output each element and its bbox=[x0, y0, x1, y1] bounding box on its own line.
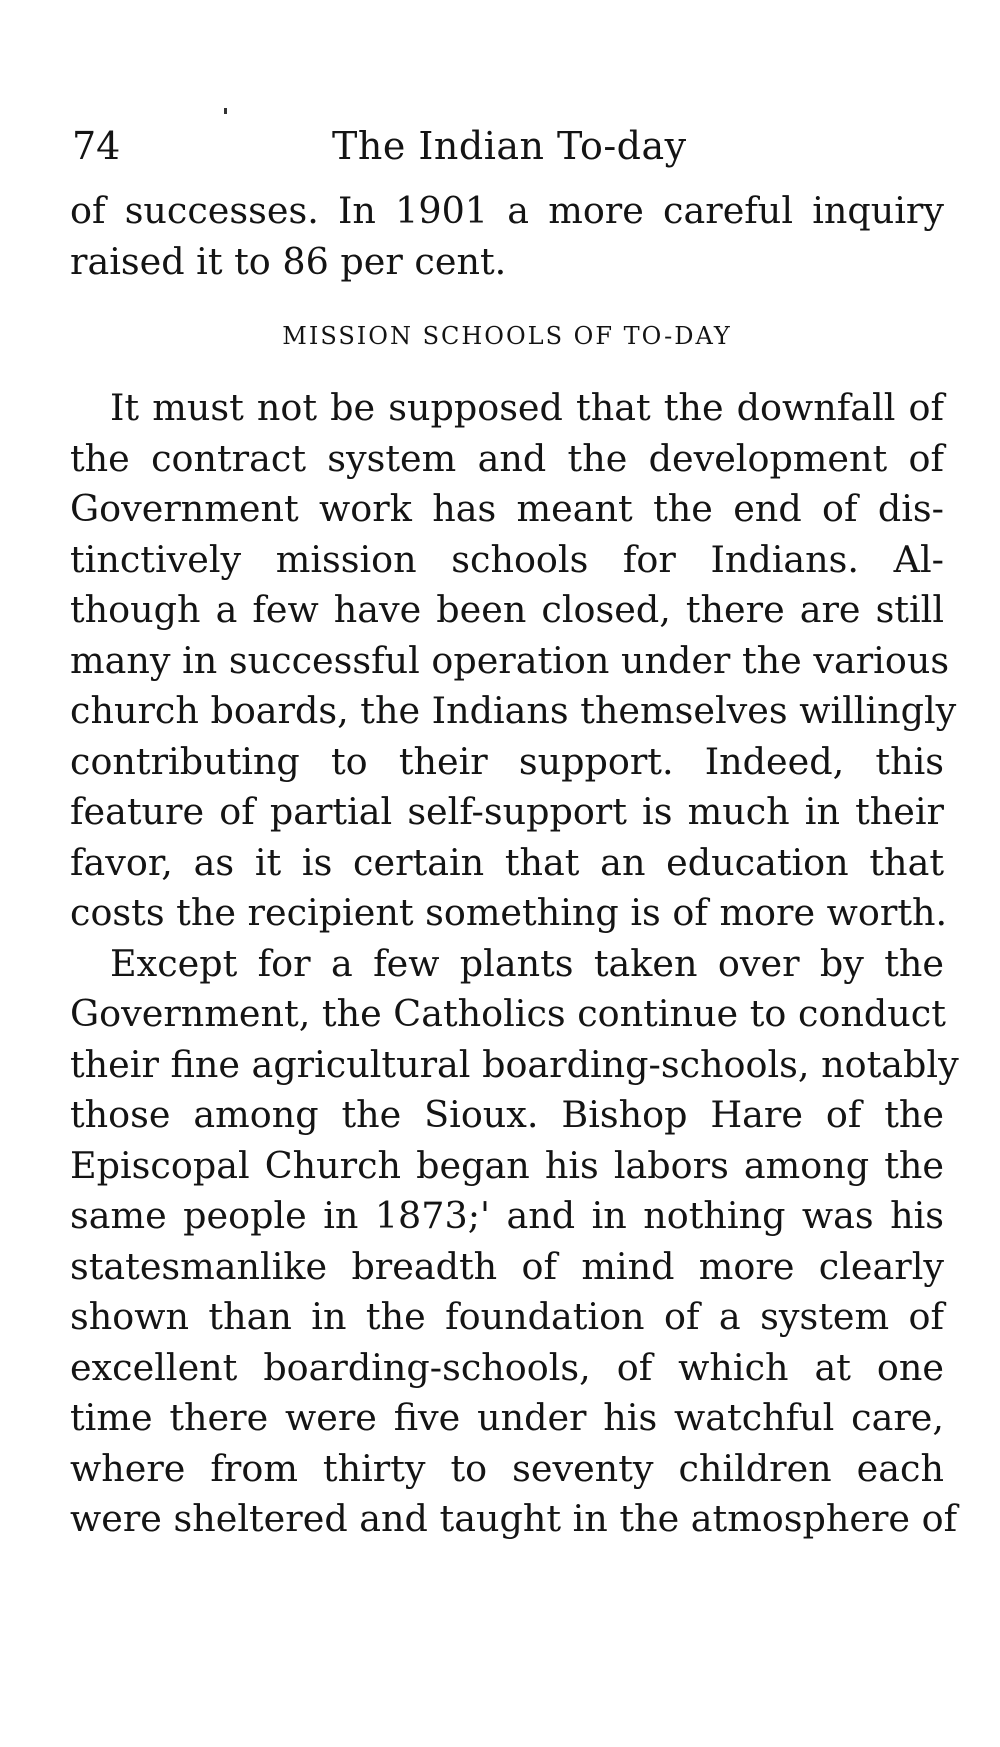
text-line: raised it to 86 per cent. bbox=[70, 239, 507, 283]
page-number: 74 bbox=[72, 124, 121, 168]
paragraph-catholic-episcopal bbox=[70, 939, 959, 1545]
text-line: though a few have been closed, there are still bbox=[70, 588, 944, 631]
text-line: the contract system and the development of bbox=[70, 436, 944, 480]
text-line: It must not be supposed that the downfall of bbox=[110, 386, 944, 429]
text-line: were sheltered and taught in the atmosphere of bbox=[70, 1497, 958, 1540]
text-line: Government work has meant the end of dis- bbox=[70, 487, 944, 530]
text-line: same people in 1873;' and in nothing was his bbox=[70, 1194, 944, 1237]
running-title: The Indian To-day bbox=[332, 124, 687, 168]
body-text bbox=[70, 186, 959, 1545]
text-line: costs the recipient something is of more worth. bbox=[70, 891, 948, 934]
text-line: Government, the Catholics continue to conduct bbox=[70, 992, 946, 1035]
text-line: church boards, the Indians themselves willingly bbox=[70, 689, 957, 732]
text-line: statesmanlike breadth of mind more clearly bbox=[70, 1244, 944, 1288]
text-line: excellent boarding-schools, of which at one bbox=[70, 1345, 944, 1389]
text-line: those among the Sioux. Bishop Hare of the bbox=[70, 1093, 944, 1136]
ink-speck bbox=[224, 108, 227, 114]
page-header bbox=[72, 116, 952, 176]
opening-paragraph-fragment bbox=[70, 186, 944, 287]
text-line: time there were five under his watchful care, bbox=[70, 1396, 944, 1439]
text-line: many in successful operation under the various bbox=[70, 638, 950, 682]
text-line: their fine agricultural boarding-schools, notably bbox=[70, 1042, 959, 1086]
section-heading: MISSION SCHOOLS OF TO-DAY bbox=[282, 322, 732, 350]
text-line: Except for a few plants taken over by the bbox=[110, 941, 944, 985]
text-line: shown than in the foundation of a system of bbox=[70, 1295, 944, 1338]
paragraph-mission-schools bbox=[70, 383, 957, 939]
text-line: tinctively mission schools for Indians. Al- bbox=[70, 537, 944, 581]
text-line: favor, as it is certain that an education that bbox=[70, 840, 944, 884]
text-line: of successes. In 1901 a more careful inquiry bbox=[70, 189, 944, 232]
text-line: Episcopal Church began his labors among the bbox=[70, 1143, 944, 1187]
text-line: contributing to their support. Indeed, this bbox=[70, 739, 944, 783]
text-line: feature of partial self-support is much in their bbox=[70, 790, 944, 833]
text-line: where from thirty to seventy children each bbox=[70, 1446, 944, 1490]
